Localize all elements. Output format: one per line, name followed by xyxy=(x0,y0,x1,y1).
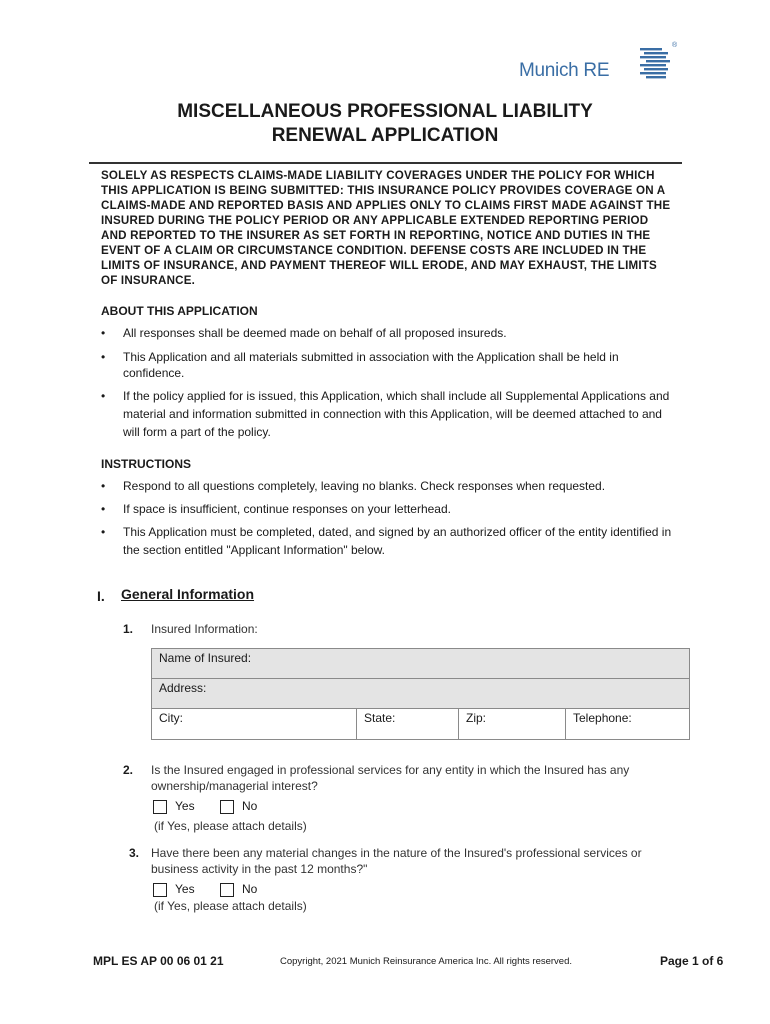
bullet-icon: • xyxy=(101,389,106,403)
yes-option[interactable] xyxy=(153,882,195,897)
about-heading: ABOUT THIS APPLICATION xyxy=(101,304,258,318)
telephone-field[interactable]: Telephone: xyxy=(566,709,690,740)
no-option[interactable] xyxy=(220,882,257,897)
document-title-line2: RENEWAL APPLICATION xyxy=(271,125,499,146)
attach-details-note: (if Yes, please attach details) xyxy=(154,899,307,913)
bullet-icon: • xyxy=(101,525,106,539)
title-divider xyxy=(89,162,682,164)
no-label: No xyxy=(242,882,258,896)
claims-made-disclaimer: SOLELY AS RESPECTS CLAIMS-MADE LIABILITY COVERAGES UNDER THE POLICY FOR WHICH THIS APPLICATION IS BEING SUBMITTED: THIS INSURANCE POLICY PROVIDES COVERAGE ON A CLAIMS-MADE AND REPORTED BASIS AND APPLIES ONLY TO CLAIMS FIRST MADE AGAINST THE INSURED DURING THE POLICY PERIOD OR ANY APPLICABLE EXTENDED REPORTING PERIOD AND REPORTED TO THE INSURER AS SET FORTH IN REPORTING, NOTICE AND DUTIES IN THE EVENT OF A CLAIM OR CIRCUMSTANCE CONDITION. DEFENSE COSTS ARE INCLUDED IN THE LIMITS OF INSURANCE, AND PAYMENT THEREOF WILL ERODE, AND MAY EXHAUST, THE LIMITS OF INSURANCE. xyxy=(101,169,671,287)
address-field[interactable]: Address: xyxy=(152,679,690,709)
about-item-text: All responses shall be deemed made on behalf of all proposed insureds. xyxy=(123,326,507,340)
no-label: No xyxy=(242,799,258,813)
munich-re-logo-icon xyxy=(638,44,672,82)
yes-option[interactable] xyxy=(153,799,195,814)
form-id: MPL ES AP 00 06 01 21 xyxy=(93,954,224,968)
page-number: Page 1 of 6 xyxy=(660,954,724,968)
question-text: Insured Information: xyxy=(151,622,258,636)
question-number: 3. xyxy=(129,846,140,860)
no-option[interactable] xyxy=(220,799,257,814)
no-checkbox[interactable] xyxy=(220,800,234,814)
question-number: 2. xyxy=(123,763,134,777)
about-item-text: If the policy applied for is issued, this Application, which shall include all Supplemental Applications and material and information submitted in connection with this Application, will be deemed attached to and will form a part of the policy. xyxy=(123,389,670,439)
copyright: Copyright, 2021 Munich Reinsurance America Inc. All rights reserved. xyxy=(280,956,572,967)
about-item-text: This Application and all materials submitted in association with the Application shall be held in confidence. xyxy=(123,350,619,380)
bullet-icon: • xyxy=(101,326,106,340)
state-field[interactable]: State: xyxy=(357,709,459,740)
yes-checkbox[interactable] xyxy=(153,800,167,814)
instruction-item-text: This Application must be completed, dated, and signed by an authorized officer of the entity identified in the section entitled "Applicant Information" below. xyxy=(123,525,672,557)
yes-label: Yes xyxy=(175,882,195,896)
question-text: Is the Insured engaged in professional services for any entity in which the Insured has any ownership/managerial interest? xyxy=(151,763,630,793)
insured-information-table xyxy=(151,648,690,740)
document-title-line1: MISCELLANEOUS PROFESSIONAL LIABILITY xyxy=(177,101,593,122)
section-number: I. xyxy=(97,588,105,604)
city-field[interactable]: City: xyxy=(152,709,357,740)
instruction-item-text: Respond to all questions completely, leaving no blanks. Check responses when requested. xyxy=(123,479,606,493)
yes-checkbox[interactable] xyxy=(153,883,167,897)
question-text: Have there been any material changes in the nature of the Insured's professional services or business activity in the past 12 months?" xyxy=(151,846,642,876)
no-checkbox[interactable] xyxy=(220,883,234,897)
section-title: General Information xyxy=(121,586,255,602)
name-of-insured-field[interactable]: Name of Insured: xyxy=(152,649,690,679)
registered-mark: ® xyxy=(672,42,678,49)
instruction-item-text: If space is insufficient, continue responses on your letterhead. xyxy=(123,502,451,516)
bullet-icon: • xyxy=(101,502,106,516)
bullet-icon: • xyxy=(101,350,106,364)
zip-field[interactable]: Zip: xyxy=(459,709,566,740)
bullet-icon: • xyxy=(101,479,106,493)
instructions-heading: INSTRUCTIONS xyxy=(101,457,191,471)
question-number: 1. xyxy=(123,622,134,636)
attach-details-note: (if Yes, please attach details) xyxy=(154,819,307,833)
company-logo-text: Munich RE xyxy=(519,60,610,81)
yes-label: Yes xyxy=(175,799,195,813)
